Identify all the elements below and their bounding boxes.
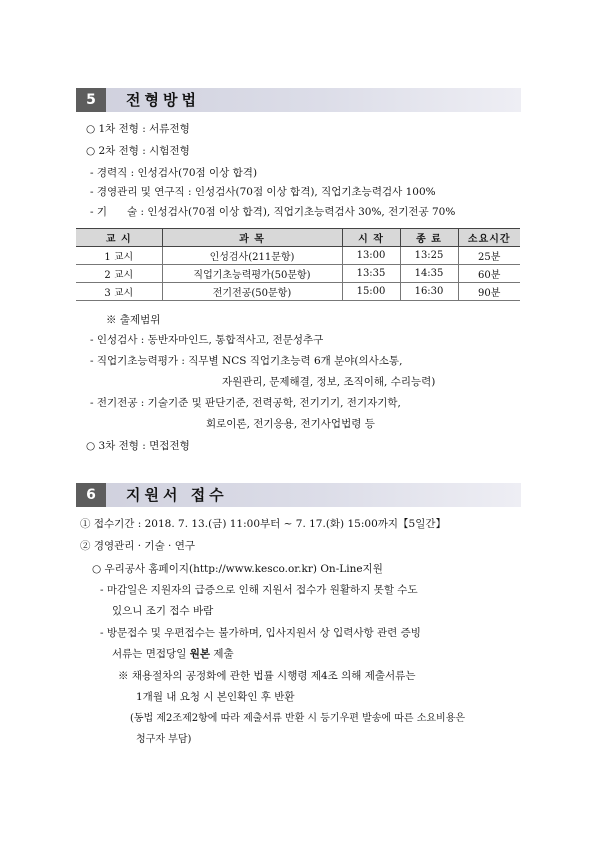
notice-line: - 마감일은 지원자의 급증으로 인해 지원서 접수가 원활하지 못할 수도 bbox=[100, 584, 418, 596]
submit-text-before: 서류는 면접당일 bbox=[112, 648, 190, 660]
section-6-title: 지원서 접수 bbox=[126, 486, 228, 504]
table-row bbox=[76, 247, 520, 265]
table-cell: 인성검사(211문항) bbox=[162, 247, 342, 265]
table-cell: 13:35 bbox=[342, 265, 400, 283]
table-cell: 60분 bbox=[458, 265, 520, 283]
submit-text-after: 제출 bbox=[209, 648, 234, 660]
fairness-act-line: 1개월 내 요청 시 본인확인 후 반환 bbox=[136, 691, 295, 703]
application-category-line: ② 경영관리 · 기술 · 연구 bbox=[80, 540, 196, 552]
header-period: 교 시 bbox=[76, 229, 162, 247]
technical-line: - 기 술 : 인성검사(70점 이상 합격), 직업기초능력검사 30%, 전기전공 70% bbox=[90, 206, 456, 218]
scope-heading: ※ 출제범위 bbox=[106, 314, 161, 326]
table-cell: 15:00 bbox=[342, 283, 400, 301]
table-row bbox=[76, 283, 520, 301]
table-cell: 3 교시 bbox=[76, 283, 162, 301]
header-subject: 과 목 bbox=[162, 229, 342, 247]
section-5-header bbox=[76, 88, 521, 112]
scope-line: 회로이론, 전기응용, 전기사업법령 등 bbox=[206, 418, 375, 430]
table-row bbox=[76, 265, 520, 283]
section-5-number: 5 bbox=[76, 88, 106, 112]
scope-line: 자원관리, 문제해결, 정보, 조직이해, 수리능력) bbox=[222, 376, 436, 388]
table-cell: 14:35 bbox=[400, 265, 458, 283]
section-5-title: 전형방법 bbox=[126, 91, 200, 109]
table-cell: 전기전공(50문항) bbox=[162, 283, 342, 301]
notice-line: 있으니 조기 접수 바람 bbox=[112, 605, 214, 617]
header-start: 시 작 bbox=[342, 229, 400, 247]
header-duration: 소요시간 bbox=[458, 229, 520, 247]
online-application-line: ○ 우리공사 홈페이지(http://www.kesco.or.kr) On-Line지원 bbox=[92, 563, 383, 575]
scope-line: - 직업기초능력평가 : 직무별 NCS 직업기초능력 6개 분야(의사소통, bbox=[90, 355, 403, 367]
scope-line: - 인성검사 : 동반자마인드, 통합적사고, 전문성추구 bbox=[90, 334, 324, 346]
stage-1-line: ○ 1차 전형 : 서류전형 bbox=[86, 123, 190, 135]
stage-2-line: ○ 2차 전형 : 시험전형 bbox=[86, 145, 190, 157]
fairness-act-line: ※ 채용절차의 공정화에 관한 법률 시행령 제4조 의해 제출서류는 bbox=[118, 670, 416, 682]
notice-line: - 방문접수 및 우편접수는 불가하며, 입사지원서 상 입력사항 관련 증빙 bbox=[100, 627, 421, 639]
original-document-label: 원본 bbox=[189, 648, 210, 660]
application-period-line: ① 접수기간 : 2018. 7. 13.(금) 11:00부터 ~ 7. 17.(화) 15:00까지【5일간】 bbox=[80, 518, 447, 530]
table-cell: 25분 bbox=[458, 247, 520, 265]
table-cell: 2 교시 bbox=[76, 265, 162, 283]
section-6-header bbox=[76, 483, 521, 507]
original-submit-line bbox=[112, 647, 234, 661]
table-cell: 16:30 bbox=[400, 283, 458, 301]
cost-note-line: 청구자 부담) bbox=[136, 734, 192, 745]
scope-line: - 전기전공 : 기술기준 및 판단기준, 전력공학, 전기기기, 전기자기학, bbox=[90, 397, 401, 409]
section-6-number: 6 bbox=[76, 483, 106, 507]
table-cell: 13:25 bbox=[400, 247, 458, 265]
management-research-line: - 경영관리 및 연구직 : 인성검사(70점 이상 합격), 직업기초능력검사 100% bbox=[90, 186, 436, 198]
stage-3-line: ○ 3차 전형 : 면접전형 bbox=[86, 440, 190, 452]
table-cell: 직업기초능력평가(50문항) bbox=[162, 265, 342, 283]
exam-schedule-table bbox=[76, 228, 520, 301]
career-line: - 경력직 : 인성검사(70점 이상 합격) bbox=[90, 167, 258, 179]
cost-note-line: (동법 제2조제2항에 따라 제출서류 반환 시 등기우편 발송에 따른 소요비용은 bbox=[130, 713, 466, 724]
table-cell: 13:00 bbox=[342, 247, 400, 265]
header-end: 종 료 bbox=[400, 229, 458, 247]
table-header-row bbox=[76, 229, 520, 247]
table-cell: 1 교시 bbox=[76, 247, 162, 265]
table-cell: 90분 bbox=[458, 283, 520, 301]
